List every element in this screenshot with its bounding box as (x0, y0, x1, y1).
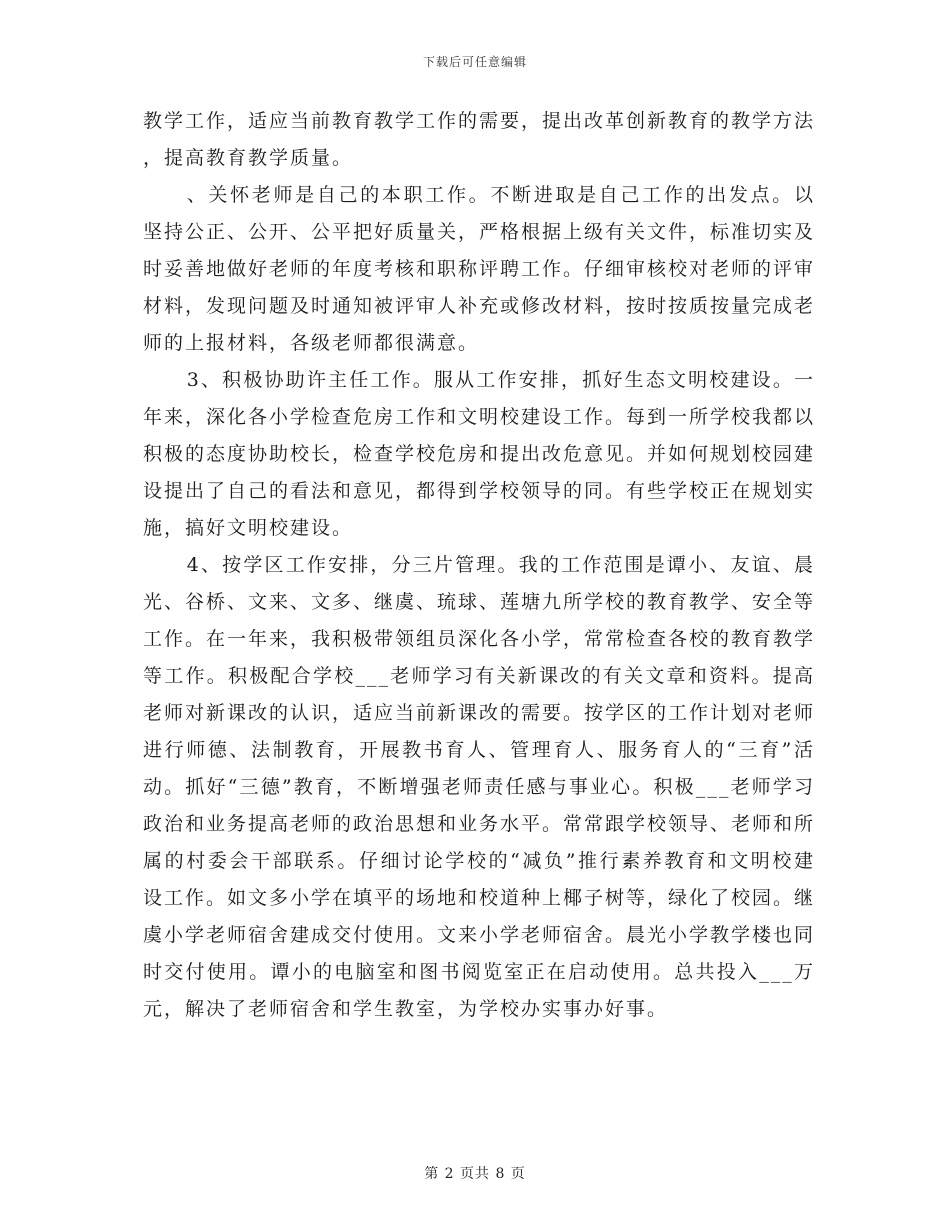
paragraph-continuation: 教学工作，适应当前教育教学工作的需要，提出改革创新教育的教学方法，提高教育教学质量。 (143, 110, 816, 169)
page-footer: 第 2 页共 8 页 (424, 1166, 526, 1182)
page-header: 下载后可任意编辑 (422, 55, 527, 69)
paragraph-teacher-care: 、关怀老师是自己的本职工作。不断进取是自己工作的出发点。以坚持公正、公开、公平把好质量关，严格根据上级有关文件，标准切实及时妥善地做好老师的年度考核和职称评聘工作。仔细审核校对老师的评审材料，发现问题及时通知被评审人补充或修改材料，按时按质按量完成老师的上报材料，各级老师都很满意。 (143, 184, 816, 354)
document-body (143, 103, 815, 1028)
paragraph-assist-director: 3、积极协助许主任工作。服从工作安排，抓好生态文明校建设。一年来，深化各小学检查危房工作和文明校建设工作。每到一所学校我都以积极的态度协助校长，检查学校危房和提出改危意见。并如何规划校园建设提出了自己的看法和意见，都得到学校领导的同。有些学校正在规划实施，搞好文明校建设。 (143, 369, 816, 539)
paragraph-district-work: 4、按学区工作安排，分三片管理。我的工作范围是谭小、友谊、晨光、谷桥、文来、文多、继虞、琉球、莲塘九所学校的教育教学、安全等工作。在一年来，我积极带领组员深化各小学，常常检查各校的教育教学等工作。积极配合学校___老师学习有关新课改的有关文章和资料。提高老师对新课改的认识，适应当前新课改的需要。按学区的工作计划对老师进行师德、法制教育，开展教书育人、管理育人、服务育人的“三育”活动。抓好“三德”教育，不断增强老师责任感与事业心。积极___老师学习政治和业务提高老师的政治思想和业务水平。常常跟学校领导、老师和所属的村委会干部联系。仔细讨论学校的“减负”推行素养教育和文明校建设工作。如文多小学在填平的场地和校道种上椰子树等，绿化了校园。继虞小学老师宿舍建成交付使用。文来小学老师宿舍。晨光小学教学楼也同时交付使用。谭小的电脑室和图书阅览室正在启动使用。总共投入___万元，解决了老师宿舍和学生教室，为学校办实事办好事。 (143, 554, 816, 1020)
